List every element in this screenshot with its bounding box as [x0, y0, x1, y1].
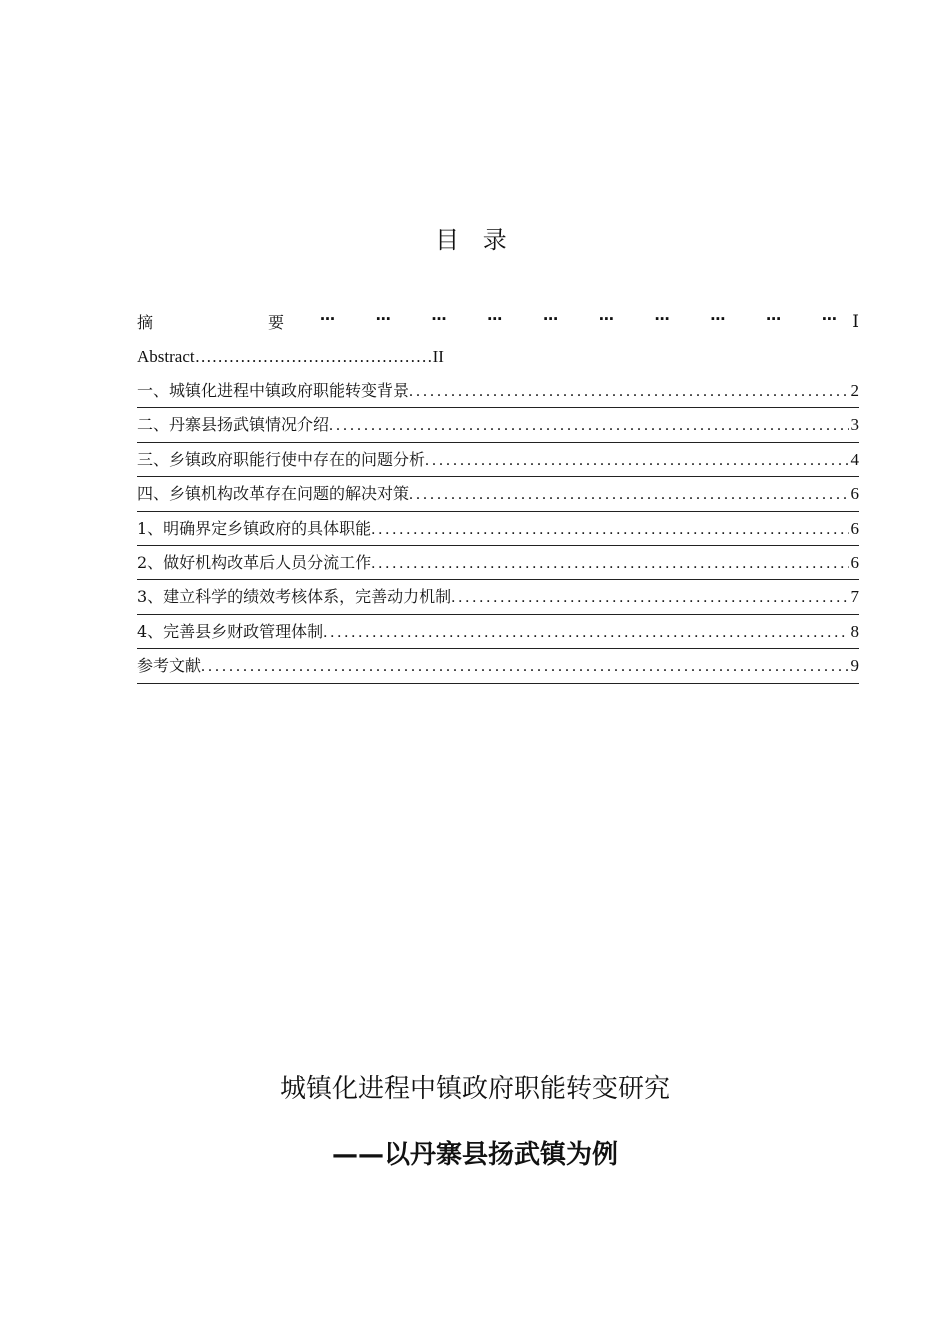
toc-leader-glyph: …: [431, 306, 447, 324]
toc-leader-glyph: …: [654, 306, 670, 324]
toc-entry-label: 4、完善县乡财政管理体制: [137, 621, 324, 641]
toc-leader-dots: [201, 650, 848, 684]
toc-entry-abstract-en[interactable]: Abstract……………………………………II: [137, 347, 444, 366]
toc-leader-glyph: …: [543, 306, 559, 324]
toc-page-number: 6: [850, 552, 859, 572]
toc-leader-glyph: …: [766, 306, 782, 324]
toc-page-number: I: [852, 312, 859, 332]
toc-heading: 目 录: [435, 226, 515, 254]
toc-leader-dots: [425, 444, 848, 478]
toc-entry-label: 一、城镇化进程中镇政府职能转变背景: [137, 381, 410, 400]
toc-leader-dots: [320, 306, 837, 324]
thesis-title: 城镇化进程中镇政府职能转变研究: [279, 1074, 670, 1104]
toc-leader-dots: [371, 513, 848, 547]
toc-entry[interactable]: [137, 443, 859, 477]
toc-page-number: 9: [850, 656, 859, 676]
toc-page-number: 3: [850, 415, 859, 435]
toc-page-number: 4: [850, 449, 859, 469]
toc-entry[interactable]: [137, 512, 859, 546]
toc-entry-abstract-cn[interactable]: [137, 306, 859, 340]
toc-page-number: 2: [850, 381, 859, 400]
toc-leader-glyph: …: [710, 306, 726, 324]
toc-leader-dots: [409, 375, 848, 409]
toc-leader-dots: [329, 409, 848, 443]
toc-label-part: 摘: [137, 313, 154, 332]
toc-entry[interactable]: [137, 408, 859, 442]
toc-entry-list: [137, 374, 859, 684]
toc-leader-dots: [323, 616, 848, 650]
toc-entry-label: 3、建立科学的绩效考核体系，完善动力机制: [137, 587, 452, 607]
toc-leader-glyph: …: [598, 306, 614, 324]
toc-page-number: 6: [850, 518, 859, 538]
toc-entry[interactable]: [137, 649, 859, 683]
toc-entry-label: 四、乡镇机构改革存在问题的解决对策: [137, 484, 410, 504]
toc-leader-glyph: …: [320, 306, 335, 324]
toc-entry[interactable]: [137, 615, 859, 649]
toc-entry[interactable]: [137, 374, 859, 408]
toc-page-number: 8: [850, 621, 859, 641]
thesis-subtitle: ——以丹寨县扬武镇为例: [331, 1140, 618, 1170]
toc-leader-glyph: …: [821, 306, 837, 324]
toc-leader-dots: [409, 478, 848, 512]
toc-leader-dots: [451, 581, 848, 615]
toc-leader-dots: [371, 547, 848, 581]
toc-entry[interactable]: [137, 546, 859, 580]
toc-label-part: 要: [268, 313, 285, 332]
toc-entry-label: 参考文献: [137, 656, 202, 676]
toc-entry-label: 二、丹寨县扬武镇情况介绍: [137, 415, 330, 435]
toc-leader-glyph: …: [375, 306, 391, 324]
toc-page-number: 6: [850, 484, 859, 504]
toc-entry[interactable]: [137, 580, 859, 614]
toc-entry-label: 2、做好机构改革后人员分流工作: [137, 552, 372, 572]
toc-leader-glyph: …: [487, 306, 503, 324]
table-of-contents: [137, 306, 859, 684]
toc-entry-label: 三、乡镇政府职能行使中存在的问题分析: [137, 449, 426, 469]
toc-entry[interactable]: [137, 477, 859, 511]
toc-entry-label: 1、明确界定乡镇政府的具体职能: [137, 518, 372, 538]
toc-page-number: 7: [850, 587, 859, 607]
